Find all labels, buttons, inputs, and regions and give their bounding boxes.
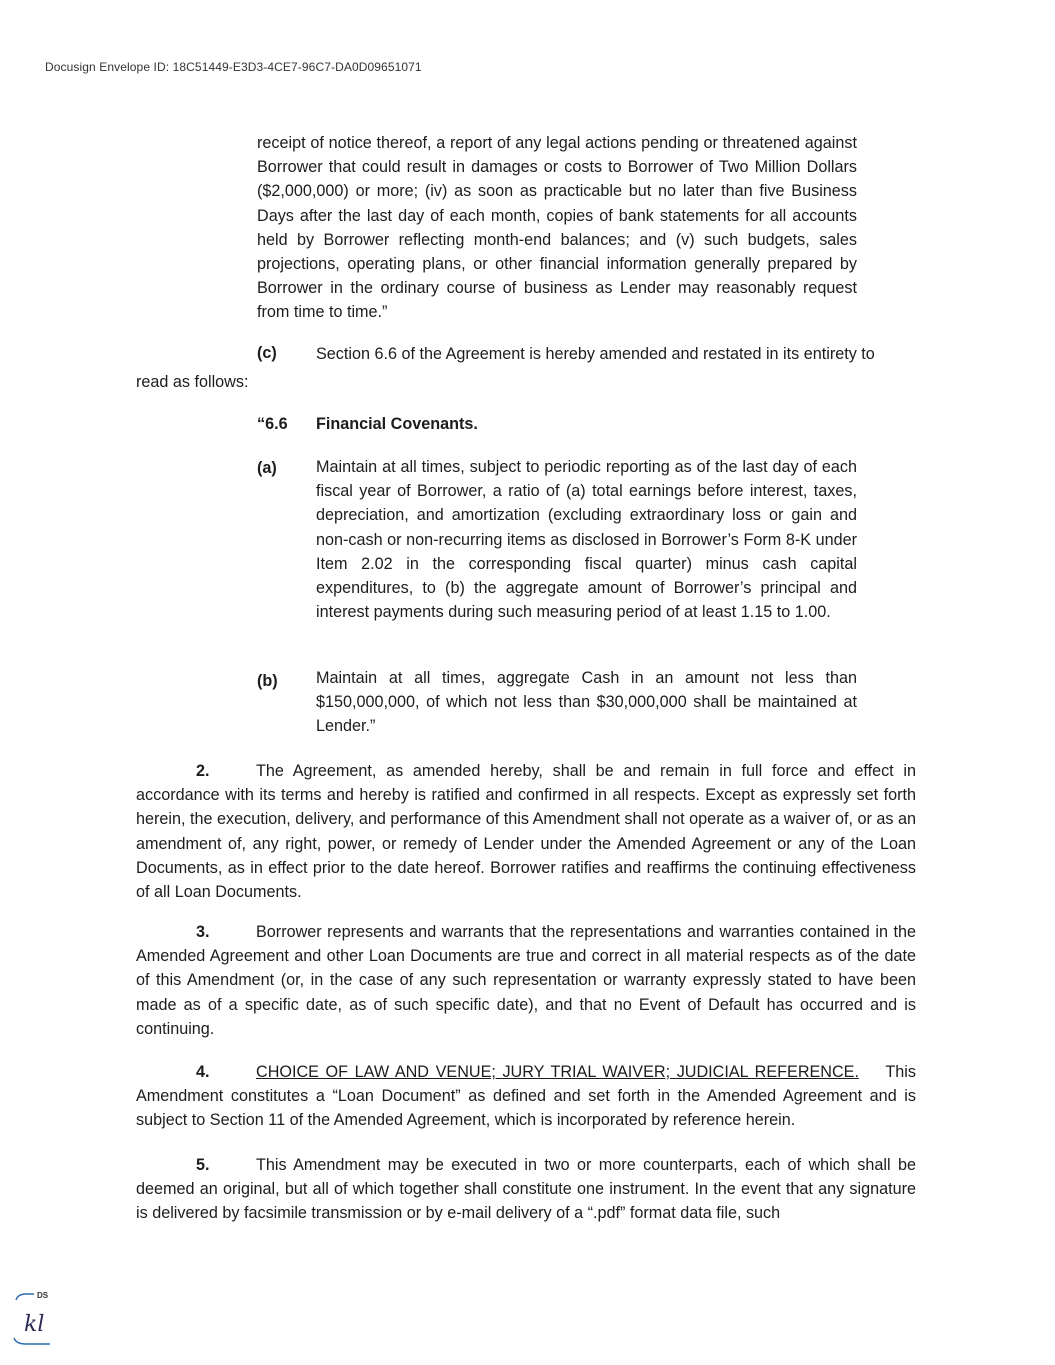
covenant-a-text: Maintain at all times, subject to periodic reporting as of the last day of each fiscal year of Borrower, a ratio of (a) total earnings before interest, taxes, depreciation, and amortization (excluding extraordinary loss or gain and non-cash or non-recurring items as disclosed in Borrower’s Form 8-K under Item 2.02 in the corresponding fiscal quarter) minus cash capital expenditures, to (b) the aggregate amount of Borrower’s principal and interest payments during such measuring period of at least 1.15 to 1.00. — [316, 458, 857, 622]
section-c-label: (c) — [257, 344, 277, 362]
envelope-id: Docusign Envelope ID: 18C51449-E3D3-4CE7-96C7-DA0D09651071 — [45, 60, 422, 74]
paragraph-2 — [136, 759, 916, 904]
paragraph-4-heading: CHOICE OF LAW AND VENUE; JURY TRIAL WAIVER; JUDICIAL REFERENCE. — [256, 1063, 859, 1081]
paragraph-3-text: Borrower represents and warrants that the representations and warranties contained in the Amended Agreement and other Loan Documents are true and correct in all material respects as of the date of this Amendment (or, in the case of any such representation or warranty expressly stated to have been made as of a specific date, as of such specific date), and that no Event of Default has occurred and is continuing. — [136, 923, 916, 1038]
initials-signature: kl — [24, 1312, 45, 1337]
paragraph-5 — [136, 1153, 916, 1226]
paragraph-5-text: This Amendment may be executed in two or more counterparts, each of which shall be deemed an original, but all of which together shall constitute one instrument. In the event that any signature is delivered by facsimile transmission or by e-mail delivery of a “.pdf” format data file, such — [136, 1156, 916, 1223]
quote-continuation: receipt of notice thereof, a report of any legal actions pending or threatened against Borrower that could result in damages or costs to Borrower of Two Million Dollars ($2,000,000) or more; (iv) as soon as practicable but no later than five Business Days after the last day of each month, copies of bank statements for all accounts held by Borrower reflecting month-end balances; and (v) such budgets, sales projections, operating plans, or other financial information generally prepared by Borrower in the ordinary course of business as Lender may reasonably request from time to time.” — [257, 134, 857, 322]
paragraph-3 — [136, 920, 916, 1041]
initials-stamp-frame — [12, 1288, 58, 1348]
paragraph-2-number: 2. — [196, 762, 210, 780]
covenant-a-label: (a) — [257, 459, 277, 477]
covenant-number: “6.6 — [257, 415, 288, 433]
paragraph-3-number: 3. — [196, 923, 210, 941]
paragraph-4-number: 4. — [196, 1063, 210, 1081]
covenant-title: Financial Covenants. — [316, 415, 478, 433]
section-c-text: Section 6.6 of the Agreement is hereby amended and restated in its entirety to — [316, 345, 875, 363]
paragraph-4 — [136, 1060, 916, 1133]
initials-stamp — [12, 1288, 58, 1348]
section-c-text-cont: read as follows: — [136, 373, 249, 391]
covenant-b-text: Maintain at all times, aggregate Cash in an amount not less than $150,000,000, of which not less than $30,000,000 shall be maintained at Lender.” — [316, 669, 857, 736]
initials-stamp-tag: DS — [37, 1291, 49, 1300]
paragraph-2-text: The Agreement, as amended hereby, shall be and remain in full force and effect in accordance with its terms and hereby is ratified and confirmed in all respects. Except as expressly set forth herein, the execution, delivery, and performance of this Amendment shall not operate as a waiver of, or as an amendment of, any right, power, or remedy of Lender under the Amended Agreement or any of the Loan Documents, as in effect prior to the date hereof. Borrower ratifies and reaffirms the continuing effectiveness of all Loan Documents. — [136, 762, 916, 902]
paragraph-4-text: This Amendment constitutes a “Loan Document” as defined and set forth in the Amended Agreement and is subject to Section 11 of the Amended Agreement, which is incorporated by reference herein. — [136, 1063, 916, 1130]
paragraph-5-number: 5. — [196, 1156, 210, 1174]
covenant-b-label: (b) — [257, 672, 278, 690]
